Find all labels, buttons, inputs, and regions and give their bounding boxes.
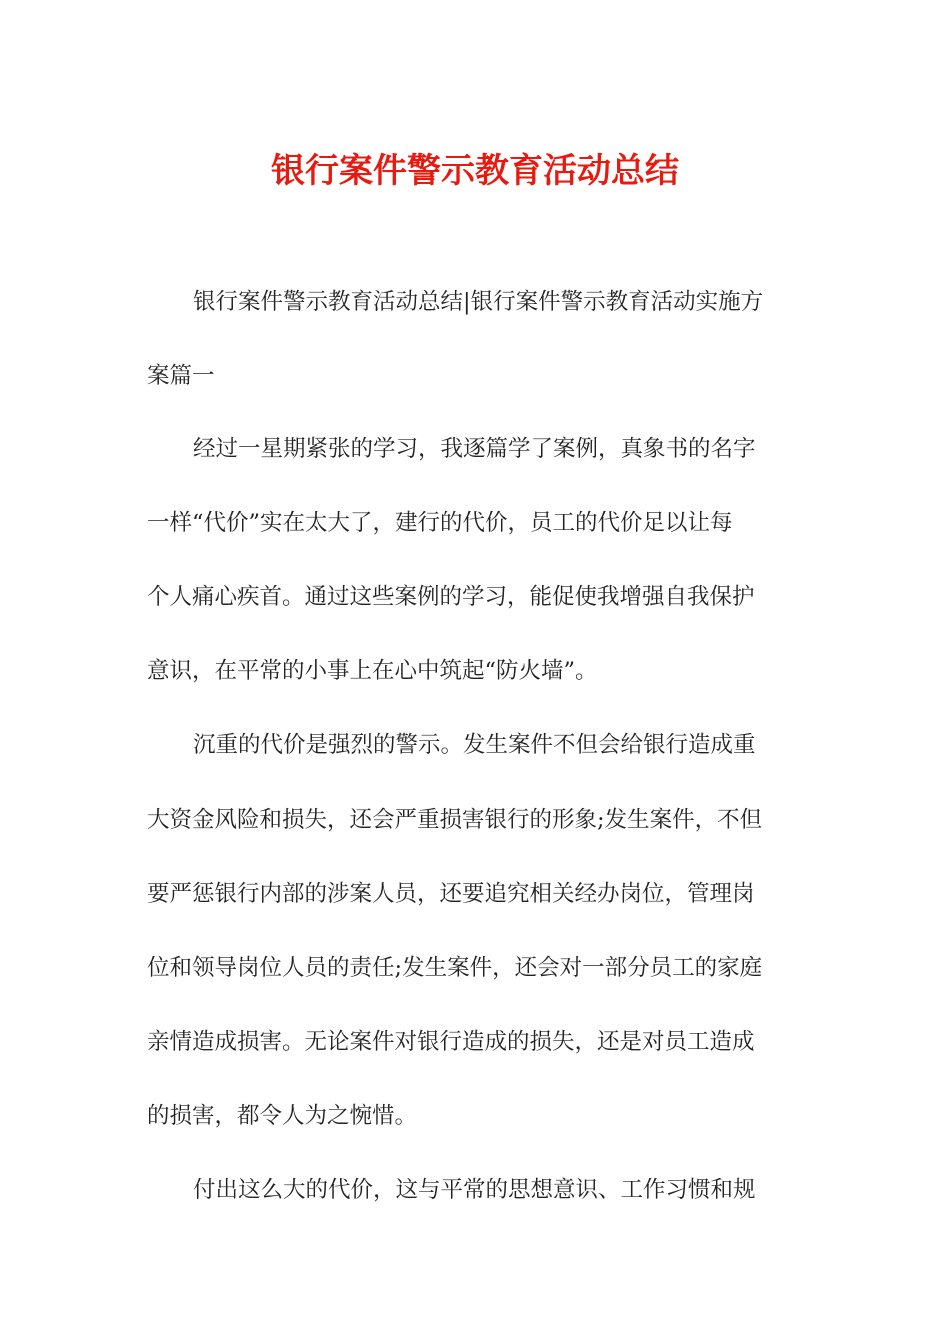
- paragraph-2-line-4: 意识，在平常的小事上在心中筑起“防火墙”。: [147, 658, 598, 684]
- paragraph-3-line-4: 位和领导岗位人员的责任;发生案件，还会对一部分员工的家庭: [147, 955, 763, 981]
- paragraph-1-line-1: 银行案件警示教育活动总结|银行案件警示教育活动实施方: [193, 289, 764, 315]
- paragraph-3-line-1: 沉重的代价是强烈的警示。发生案件不但会给银行造成重: [193, 732, 756, 758]
- paragraph-2-line-1: 经过一星期紧张的学习，我逐篇学了案例，真象书的名字: [193, 436, 756, 462]
- paragraph-3-line-2: 大资金风险和损失，还会严重损害银行的形象;发生案件，不但: [147, 807, 763, 833]
- paragraph-2-line-2: 一样“代价”实在太大了，建行的代价，员工的代价足以让每: [147, 510, 733, 536]
- paragraph-2-line-3: 个人痛心疾首。通过这些案例的学习，能促使我增强自我保护: [147, 584, 755, 610]
- paragraph-3-line-5: 亲情造成损害。无论案件对银行造成的损失，还是对员工造成: [147, 1029, 755, 1055]
- paragraph-1-line-2: 案篇一: [147, 363, 215, 389]
- paragraph-3-line-3: 要严惩银行内部的涉案人员，还要追究相关经办岗位，管理岗: [147, 881, 755, 907]
- paragraph-3-line-6: 的损害，都令人为之惋惜。: [147, 1103, 418, 1129]
- document-title: 银行案件警示教育活动总结: [271, 151, 679, 191]
- paragraph-4-line-1: 付出这么大的代价，这与平常的思想意识、工作习惯和规: [193, 1177, 756, 1203]
